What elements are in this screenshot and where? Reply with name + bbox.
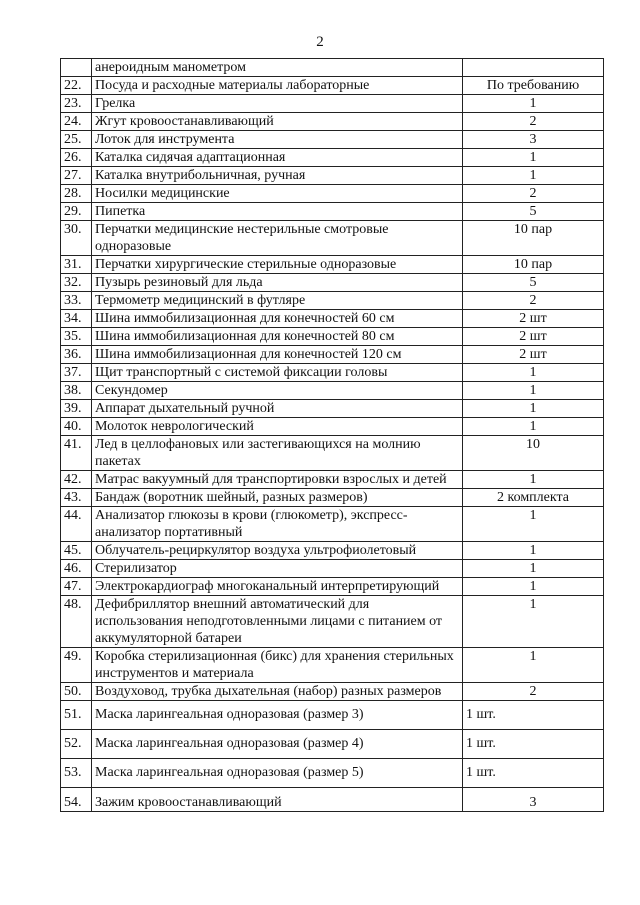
item-name: Щит транспортный с системой фиксации головы [92,364,463,382]
item-quantity: 1 [463,578,604,596]
table-row [61,221,604,256]
row-number: 27. [61,167,92,185]
equipment-table-body [61,59,604,812]
item-quantity: 10 пар [463,256,604,274]
item-name: Грелка [92,95,463,113]
row-number: 42. [61,471,92,489]
row-number: 50. [61,683,92,701]
table-row [61,489,604,507]
row-number: 25. [61,131,92,149]
row-number: 47. [61,578,92,596]
table-row [61,328,604,346]
item-name: Каталка внутрибольничная, ручная [92,167,463,185]
row-number: 28. [61,185,92,203]
row-number: 54. [61,788,92,812]
item-name: Шина иммобилизационная для конечностей 80 см [92,328,463,346]
item-name: Бандаж (воротник шейный, разных размеров) [92,489,463,507]
item-quantity: 2 [463,185,604,203]
table-row [61,788,604,812]
table-row [61,471,604,489]
table-row [61,203,604,221]
item-quantity: 3 [463,788,604,812]
table-row [61,596,604,648]
row-number: 26. [61,149,92,167]
row-number: 22. [61,77,92,95]
item-quantity: 1 шт. [463,759,604,788]
item-quantity: 5 [463,274,604,292]
row-number: 23. [61,95,92,113]
item-quantity: 1 [463,400,604,418]
item-quantity: 1 [463,471,604,489]
item-quantity: 5 [463,203,604,221]
item-name: Лоток для инструмента [92,131,463,149]
table-row [61,346,604,364]
table-row [61,274,604,292]
item-quantity: 1 [463,149,604,167]
equipment-table [60,58,604,812]
table-row [61,364,604,382]
item-name: Облучатель-рециркулятор воздуха ультрофиолетовый [92,542,463,560]
row-number: 32. [61,274,92,292]
table-row [61,560,604,578]
item-name: Зажим кровоостанавливающий [92,788,463,812]
item-quantity: 1 [463,560,604,578]
item-name: Шина иммобилизационная для конечностей 120 см [92,346,463,364]
item-name: Коробка стерилизационная (бикс) для хранения стерильных инструментов и материала [92,648,463,683]
item-name: Стерилизатор [92,560,463,578]
item-quantity: 2 [463,292,604,310]
row-number: 51. [61,701,92,730]
table-row [61,95,604,113]
table-row [61,436,604,471]
item-name: Пузырь резиновый для льда [92,274,463,292]
item-name: Посуда и расходные материалы лабораторные [92,77,463,95]
row-number: 37. [61,364,92,382]
item-name: Молоток неврологический [92,418,463,436]
item-name: Маска ларингеальная одноразовая (размер 5) [92,759,463,788]
row-number: 40. [61,418,92,436]
table-row [61,701,604,730]
item-quantity: По требованию [463,77,604,95]
item-name: Лед в целлофановых или застегивающихся на молнию пакетах [92,436,463,471]
item-quantity: 1 шт. [463,701,604,730]
row-number: 52. [61,730,92,759]
table-row [61,310,604,328]
item-quantity: 1 [463,648,604,683]
row-number: 33. [61,292,92,310]
item-quantity: 1 [463,507,604,542]
item-name: Пипетка [92,203,463,221]
table-row [61,730,604,759]
row-number: 34. [61,310,92,328]
table-row [61,292,604,310]
table-row [61,507,604,542]
item-quantity: 1 [463,95,604,113]
item-name: Воздуховод, трубка дыхательная (набор) разных размеров [92,683,463,701]
table-row [61,185,604,203]
row-number: 30. [61,221,92,256]
item-quantity [463,59,604,77]
item-quantity: 1 [463,596,604,648]
item-quantity: 10 [463,436,604,471]
item-name: Перчатки медицинские нестерильные смотровые одноразовые [92,221,463,256]
table-row [61,113,604,131]
item-quantity: 1 [463,418,604,436]
row-number: 49. [61,648,92,683]
item-name: Жгут кровоостанавливающий [92,113,463,131]
table-row [61,77,604,95]
item-quantity: 1 [463,382,604,400]
item-name: Маска ларингеальная одноразовая (размер 4) [92,730,463,759]
item-name: Секундомер [92,382,463,400]
table-row [61,149,604,167]
item-name: анероидным манометром [92,59,463,77]
page-number: 2 [316,34,324,50]
item-name: Электрокардиограф многоканальный интерпретирующий [92,578,463,596]
item-quantity: 1 шт. [463,730,604,759]
item-quantity: 10 пар [463,221,604,256]
table-row [61,382,604,400]
item-quantity: 2 шт [463,310,604,328]
row-number: 41. [61,436,92,471]
row-number: 36. [61,346,92,364]
table-row [61,256,604,274]
row-number: 35. [61,328,92,346]
row-number [61,59,92,77]
item-quantity: 1 [463,542,604,560]
item-name: Маска ларингеальная одноразовая (размер 3) [92,701,463,730]
table-row [61,578,604,596]
row-number: 29. [61,203,92,221]
item-quantity: 2 [463,683,604,701]
table-row [61,648,604,683]
row-number: 43. [61,489,92,507]
item-name: Дефибриллятор внешний автоматический для использования неподготовленными лицами с питанием от аккумуляторной батареи [92,596,463,648]
item-quantity: 3 [463,131,604,149]
item-name: Термометр медицинский в футляре [92,292,463,310]
item-name: Шина иммобилизационная для конечностей 60 см [92,310,463,328]
table-row [61,59,604,77]
item-quantity: 2 шт [463,328,604,346]
table-row [61,167,604,185]
item-quantity: 2 [463,113,604,131]
row-number: 24. [61,113,92,131]
table-row [61,542,604,560]
table-row [61,131,604,149]
row-number: 39. [61,400,92,418]
item-name: Матрас вакуумный для транспортировки взрослых и детей [92,471,463,489]
item-name: Перчатки хирургические стерильные одноразовые [92,256,463,274]
table-row [61,418,604,436]
row-number: 38. [61,382,92,400]
table-row [61,683,604,701]
item-quantity: 1 [463,364,604,382]
row-number: 31. [61,256,92,274]
item-name: Аппарат дыхательный ручной [92,400,463,418]
row-number: 44. [61,507,92,542]
table-row [61,400,604,418]
item-name: Анализатор глюкозы в крови (глюкометр), экспресс-анализатор портативный [92,507,463,542]
row-number: 53. [61,759,92,788]
item-quantity: 2 шт [463,346,604,364]
item-quantity: 2 комплекта [463,489,604,507]
item-name: Носилки медицинские [92,185,463,203]
row-number: 46. [61,560,92,578]
table-row [61,759,604,788]
row-number: 48. [61,596,92,648]
item-name: Каталка сидячая адаптационная [92,149,463,167]
row-number: 45. [61,542,92,560]
item-quantity: 1 [463,167,604,185]
